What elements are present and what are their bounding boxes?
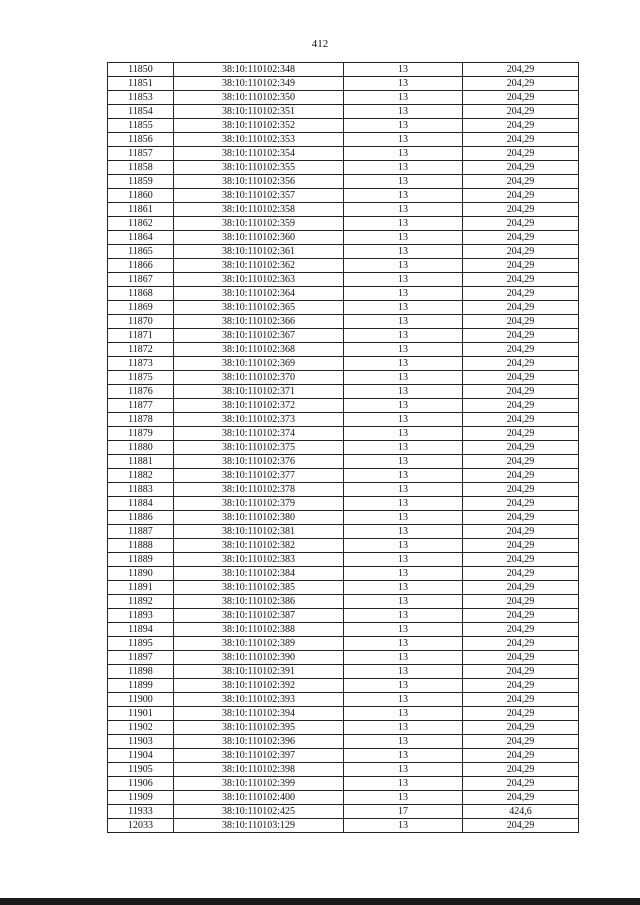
table-row — [108, 301, 579, 315]
row-number-cell: 11875 — [108, 371, 174, 385]
value-cell: 204,29 — [463, 721, 579, 735]
row-number-cell: 11862 — [108, 217, 174, 231]
table-row — [108, 147, 579, 161]
cadastral-number-cell: 38:10:110102:391 — [174, 665, 344, 679]
category-cell: 13 — [344, 623, 463, 637]
value-cell: 204,29 — [463, 609, 579, 623]
table-row — [108, 189, 579, 203]
table-row — [108, 217, 579, 231]
row-number-cell: 11857 — [108, 147, 174, 161]
value-cell: 204,29 — [463, 105, 579, 119]
cadastral-number-cell: 38:10:110102:354 — [174, 147, 344, 161]
table-row — [108, 609, 579, 623]
cadastral-number-cell: 38:10:110102:377 — [174, 469, 344, 483]
value-cell: 204,29 — [463, 371, 579, 385]
category-cell: 13 — [344, 539, 463, 553]
value-cell: 204,29 — [463, 399, 579, 413]
value-cell: 204,29 — [463, 133, 579, 147]
table-row — [108, 105, 579, 119]
value-cell: 204,29 — [463, 735, 579, 749]
row-number-cell: 11889 — [108, 553, 174, 567]
cadastral-number-cell: 38:10:110102:357 — [174, 189, 344, 203]
category-cell: 13 — [344, 637, 463, 651]
table-row — [108, 315, 579, 329]
cadastral-number-cell: 38:10:110102:362 — [174, 259, 344, 273]
table-row — [108, 665, 579, 679]
value-cell: 204,29 — [463, 763, 579, 777]
row-number-cell: 11877 — [108, 399, 174, 413]
cadastral-number-cell: 38:10:110102:358 — [174, 203, 344, 217]
category-cell: 13 — [344, 455, 463, 469]
table-row — [108, 371, 579, 385]
cadastral-number-cell: 38:10:110102:380 — [174, 511, 344, 525]
row-number-cell: 12033 — [108, 819, 174, 833]
row-number-cell: 11894 — [108, 623, 174, 637]
value-cell: 204,29 — [463, 273, 579, 287]
row-number-cell: 11886 — [108, 511, 174, 525]
category-cell: 13 — [344, 525, 463, 539]
value-cell: 204,29 — [463, 819, 579, 833]
cadastral-number-cell: 38:10:110102:367 — [174, 329, 344, 343]
row-number-cell: 11853 — [108, 91, 174, 105]
row-number-cell: 11878 — [108, 413, 174, 427]
value-cell: 204,29 — [463, 161, 579, 175]
table-row — [108, 287, 579, 301]
row-number-cell: 11865 — [108, 245, 174, 259]
category-cell: 13 — [344, 721, 463, 735]
category-cell: 13 — [344, 63, 463, 77]
row-number-cell: 11933 — [108, 805, 174, 819]
cadastral-number-cell: 38:10:110102:400 — [174, 791, 344, 805]
parcel-table-body — [108, 63, 579, 833]
row-number-cell: 11909 — [108, 791, 174, 805]
category-cell: 13 — [344, 735, 463, 749]
value-cell: 204,29 — [463, 707, 579, 721]
category-cell: 13 — [344, 273, 463, 287]
table-row — [108, 707, 579, 721]
table-row — [108, 693, 579, 707]
category-cell: 13 — [344, 819, 463, 833]
cadastral-number-cell: 38:10:110102:355 — [174, 161, 344, 175]
cadastral-number-cell: 38:10:110102:371 — [174, 385, 344, 399]
value-cell: 204,29 — [463, 77, 579, 91]
table-row — [108, 581, 579, 595]
row-number-cell: 11887 — [108, 525, 174, 539]
cadastral-number-cell: 38:10:110102:378 — [174, 483, 344, 497]
row-number-cell: 11892 — [108, 595, 174, 609]
value-cell: 204,29 — [463, 301, 579, 315]
category-cell: 13 — [344, 175, 463, 189]
category-cell: 13 — [344, 119, 463, 133]
table-row — [108, 777, 579, 791]
value-cell: 204,29 — [463, 539, 579, 553]
cadastral-number-cell: 38:10:110102:364 — [174, 287, 344, 301]
value-cell: 204,29 — [463, 189, 579, 203]
value-cell: 204,29 — [463, 231, 579, 245]
cadastral-number-cell: 38:10:110102:387 — [174, 609, 344, 623]
category-cell: 13 — [344, 749, 463, 763]
category-cell: 13 — [344, 203, 463, 217]
cadastral-number-cell: 38:10:110102:425 — [174, 805, 344, 819]
table-row — [108, 427, 579, 441]
value-cell: 204,29 — [463, 777, 579, 791]
value-cell: 204,29 — [463, 91, 579, 105]
value-cell: 204,29 — [463, 217, 579, 231]
category-cell: 13 — [344, 329, 463, 343]
category-cell: 13 — [344, 497, 463, 511]
table-row — [108, 511, 579, 525]
category-cell: 13 — [344, 105, 463, 119]
category-cell: 13 — [344, 413, 463, 427]
category-cell: 13 — [344, 763, 463, 777]
category-cell: 13 — [344, 399, 463, 413]
cadastral-number-cell: 38:10:110102:397 — [174, 749, 344, 763]
row-number-cell: 11854 — [108, 105, 174, 119]
category-cell: 13 — [344, 315, 463, 329]
cadastral-number-cell: 38:10:110102:349 — [174, 77, 344, 91]
value-cell: 424,6 — [463, 805, 579, 819]
value-cell: 204,29 — [463, 287, 579, 301]
row-number-cell: 11881 — [108, 455, 174, 469]
row-number-cell: 11897 — [108, 651, 174, 665]
category-cell: 13 — [344, 651, 463, 665]
row-number-cell: 11904 — [108, 749, 174, 763]
table-row — [108, 259, 579, 273]
table-row — [108, 77, 579, 91]
cadastral-number-cell: 38:10:110102:370 — [174, 371, 344, 385]
table-row — [108, 721, 579, 735]
value-cell: 204,29 — [463, 119, 579, 133]
category-cell: 13 — [344, 511, 463, 525]
row-number-cell: 11905 — [108, 763, 174, 777]
category-cell: 13 — [344, 581, 463, 595]
category-cell: 13 — [344, 217, 463, 231]
value-cell: 204,29 — [463, 455, 579, 469]
category-cell: 13 — [344, 791, 463, 805]
table-row — [108, 637, 579, 651]
cadastral-number-cell: 38:10:110102:373 — [174, 413, 344, 427]
table-row — [108, 553, 579, 567]
value-cell: 204,29 — [463, 385, 579, 399]
row-number-cell: 11879 — [108, 427, 174, 441]
row-number-cell: 11859 — [108, 175, 174, 189]
row-number-cell: 11880 — [108, 441, 174, 455]
category-cell: 13 — [344, 693, 463, 707]
table-row — [108, 819, 579, 833]
table-row — [108, 651, 579, 665]
cadastral-number-cell: 38:10:110102:393 — [174, 693, 344, 707]
cadastral-number-cell: 38:10:110102:381 — [174, 525, 344, 539]
value-cell: 204,29 — [463, 665, 579, 679]
cadastral-number-cell: 38:10:110102:385 — [174, 581, 344, 595]
table-row — [108, 245, 579, 259]
table-row — [108, 805, 579, 819]
category-cell: 13 — [344, 707, 463, 721]
table-row — [108, 455, 579, 469]
value-cell: 204,29 — [463, 427, 579, 441]
table-row — [108, 749, 579, 763]
table-row — [108, 133, 579, 147]
cadastral-number-cell: 38:10:110102:395 — [174, 721, 344, 735]
value-cell: 204,29 — [463, 679, 579, 693]
cadastral-number-cell: 38:10:110102:396 — [174, 735, 344, 749]
table-row — [108, 63, 579, 77]
cadastral-number-cell: 38:10:110102:361 — [174, 245, 344, 259]
cadastral-number-cell: 38:10:110102:375 — [174, 441, 344, 455]
cadastral-number-cell: 38:10:110102:369 — [174, 357, 344, 371]
category-cell: 13 — [344, 161, 463, 175]
row-number-cell: 11902 — [108, 721, 174, 735]
row-number-cell: 11891 — [108, 581, 174, 595]
cadastral-number-cell: 38:10:110102:392 — [174, 679, 344, 693]
table-row — [108, 119, 579, 133]
value-cell: 204,29 — [463, 637, 579, 651]
row-number-cell: 11890 — [108, 567, 174, 581]
category-cell: 13 — [344, 357, 463, 371]
category-cell: 13 — [344, 371, 463, 385]
row-number-cell: 11898 — [108, 665, 174, 679]
cadastral-number-cell: 38:10:110102:350 — [174, 91, 344, 105]
value-cell: 204,29 — [463, 147, 579, 161]
row-number-cell: 11864 — [108, 231, 174, 245]
cadastral-number-cell: 38:10:110102:366 — [174, 315, 344, 329]
row-number-cell: 11867 — [108, 273, 174, 287]
cadastral-number-cell: 38:10:110102:382 — [174, 539, 344, 553]
cadastral-number-cell: 38:10:110102:353 — [174, 133, 344, 147]
category-cell: 13 — [344, 77, 463, 91]
value-cell: 204,29 — [463, 441, 579, 455]
scan-bottom-edge — [0, 898, 640, 905]
category-cell: 13 — [344, 441, 463, 455]
cadastral-number-cell: 38:10:110102:351 — [174, 105, 344, 119]
row-number-cell: 11870 — [108, 315, 174, 329]
category-cell: 13 — [344, 189, 463, 203]
cadastral-number-cell: 38:10:110102:348 — [174, 63, 344, 77]
row-number-cell: 11900 — [108, 693, 174, 707]
category-cell: 13 — [344, 133, 463, 147]
category-cell: 17 — [344, 805, 463, 819]
row-number-cell: 11861 — [108, 203, 174, 217]
value-cell: 204,29 — [463, 175, 579, 189]
row-number-cell: 11895 — [108, 637, 174, 651]
cadastral-number-cell: 38:10:110102:352 — [174, 119, 344, 133]
row-number-cell: 11858 — [108, 161, 174, 175]
row-number-cell: 11868 — [108, 287, 174, 301]
value-cell: 204,29 — [463, 595, 579, 609]
row-number-cell: 11901 — [108, 707, 174, 721]
row-number-cell: 11884 — [108, 497, 174, 511]
cadastral-number-cell: 38:10:110102:389 — [174, 637, 344, 651]
cadastral-number-cell: 38:10:110102:359 — [174, 217, 344, 231]
table-row — [108, 273, 579, 287]
cadastral-number-cell: 38:10:110102:388 — [174, 623, 344, 637]
category-cell: 13 — [344, 91, 463, 105]
table-row — [108, 441, 579, 455]
category-cell: 13 — [344, 567, 463, 581]
row-number-cell: 11883 — [108, 483, 174, 497]
cadastral-number-cell: 38:10:110102:372 — [174, 399, 344, 413]
table-row — [108, 357, 579, 371]
table-row — [108, 679, 579, 693]
category-cell: 13 — [344, 245, 463, 259]
row-number-cell: 11855 — [108, 119, 174, 133]
row-number-cell: 11872 — [108, 343, 174, 357]
category-cell: 13 — [344, 553, 463, 567]
value-cell: 204,29 — [463, 553, 579, 567]
cadastral-number-cell: 38:10:110102:363 — [174, 273, 344, 287]
category-cell: 13 — [344, 483, 463, 497]
table-row — [108, 525, 579, 539]
value-cell: 204,29 — [463, 651, 579, 665]
category-cell: 13 — [344, 679, 463, 693]
table-row — [108, 175, 579, 189]
cadastral-number-cell: 38:10:110102:356 — [174, 175, 344, 189]
cadastral-number-cell: 38:10:110102:383 — [174, 553, 344, 567]
cadastral-number-cell: 38:10:110102:368 — [174, 343, 344, 357]
cadastral-number-cell: 38:10:110102:390 — [174, 651, 344, 665]
cadastral-number-cell: 38:10:110102:374 — [174, 427, 344, 441]
value-cell: 204,29 — [463, 749, 579, 763]
row-number-cell: 11888 — [108, 539, 174, 553]
value-cell: 204,29 — [463, 343, 579, 357]
row-number-cell: 11893 — [108, 609, 174, 623]
table-row — [108, 469, 579, 483]
row-number-cell: 11869 — [108, 301, 174, 315]
cadastral-number-cell: 38:10:110102:384 — [174, 567, 344, 581]
value-cell: 204,29 — [463, 259, 579, 273]
category-cell: 13 — [344, 231, 463, 245]
table-row — [108, 203, 579, 217]
table-row — [108, 385, 579, 399]
category-cell: 13 — [344, 287, 463, 301]
cadastral-number-cell: 38:10:110102:360 — [174, 231, 344, 245]
value-cell: 204,29 — [463, 483, 579, 497]
table-row — [108, 413, 579, 427]
value-cell: 204,29 — [463, 511, 579, 525]
value-cell: 204,29 — [463, 329, 579, 343]
table-row — [108, 399, 579, 413]
category-cell: 13 — [344, 777, 463, 791]
table-row — [108, 623, 579, 637]
category-cell: 13 — [344, 385, 463, 399]
page-number: 412 — [311, 38, 329, 50]
cadastral-number-cell: 38:10:110102:365 — [174, 301, 344, 315]
row-number-cell: 11850 — [108, 63, 174, 77]
row-number-cell: 11851 — [108, 77, 174, 91]
category-cell: 13 — [344, 343, 463, 357]
cadastral-number-cell: 38:10:110102:376 — [174, 455, 344, 469]
table-row — [108, 161, 579, 175]
row-number-cell: 11860 — [108, 189, 174, 203]
value-cell: 204,29 — [463, 693, 579, 707]
table-row — [108, 595, 579, 609]
cadastral-number-cell: 38:10:110102:399 — [174, 777, 344, 791]
category-cell: 13 — [344, 301, 463, 315]
table-row — [108, 91, 579, 105]
value-cell: 204,29 — [463, 63, 579, 77]
category-cell: 13 — [344, 259, 463, 273]
table-row — [108, 763, 579, 777]
row-number-cell: 11882 — [108, 469, 174, 483]
category-cell: 13 — [344, 469, 463, 483]
value-cell: 204,29 — [463, 203, 579, 217]
cadastral-number-cell: 38:10:110103:129 — [174, 819, 344, 833]
table-row — [108, 539, 579, 553]
table-row — [108, 735, 579, 749]
cadastral-number-cell: 38:10:110102:398 — [174, 763, 344, 777]
row-number-cell: 11876 — [108, 385, 174, 399]
value-cell: 204,29 — [463, 413, 579, 427]
row-number-cell: 11873 — [108, 357, 174, 371]
row-number-cell: 11866 — [108, 259, 174, 273]
row-number-cell: 11906 — [108, 777, 174, 791]
table-row — [108, 231, 579, 245]
cadastral-number-cell: 38:10:110102:379 — [174, 497, 344, 511]
value-cell: 204,29 — [463, 623, 579, 637]
row-number-cell: 11871 — [108, 329, 174, 343]
table-row — [108, 343, 579, 357]
value-cell: 204,29 — [463, 525, 579, 539]
table-row — [108, 483, 579, 497]
value-cell: 204,29 — [463, 315, 579, 329]
row-number-cell: 11856 — [108, 133, 174, 147]
value-cell: 204,29 — [463, 245, 579, 259]
value-cell: 204,29 — [463, 497, 579, 511]
cadastral-number-cell: 38:10:110102:394 — [174, 707, 344, 721]
category-cell: 13 — [344, 595, 463, 609]
value-cell: 204,29 — [463, 791, 579, 805]
row-number-cell: 11899 — [108, 679, 174, 693]
cadastral-number-cell: 38:10:110102:386 — [174, 595, 344, 609]
table-row — [108, 329, 579, 343]
table-row — [108, 567, 579, 581]
category-cell: 13 — [344, 665, 463, 679]
category-cell: 13 — [344, 609, 463, 623]
value-cell: 204,29 — [463, 469, 579, 483]
value-cell: 204,29 — [463, 567, 579, 581]
parcel-table — [107, 62, 579, 833]
category-cell: 13 — [344, 427, 463, 441]
value-cell: 204,29 — [463, 581, 579, 595]
value-cell: 204,29 — [463, 357, 579, 371]
row-number-cell: 11903 — [108, 735, 174, 749]
table-row — [108, 497, 579, 511]
category-cell: 13 — [344, 147, 463, 161]
table-row — [108, 791, 579, 805]
